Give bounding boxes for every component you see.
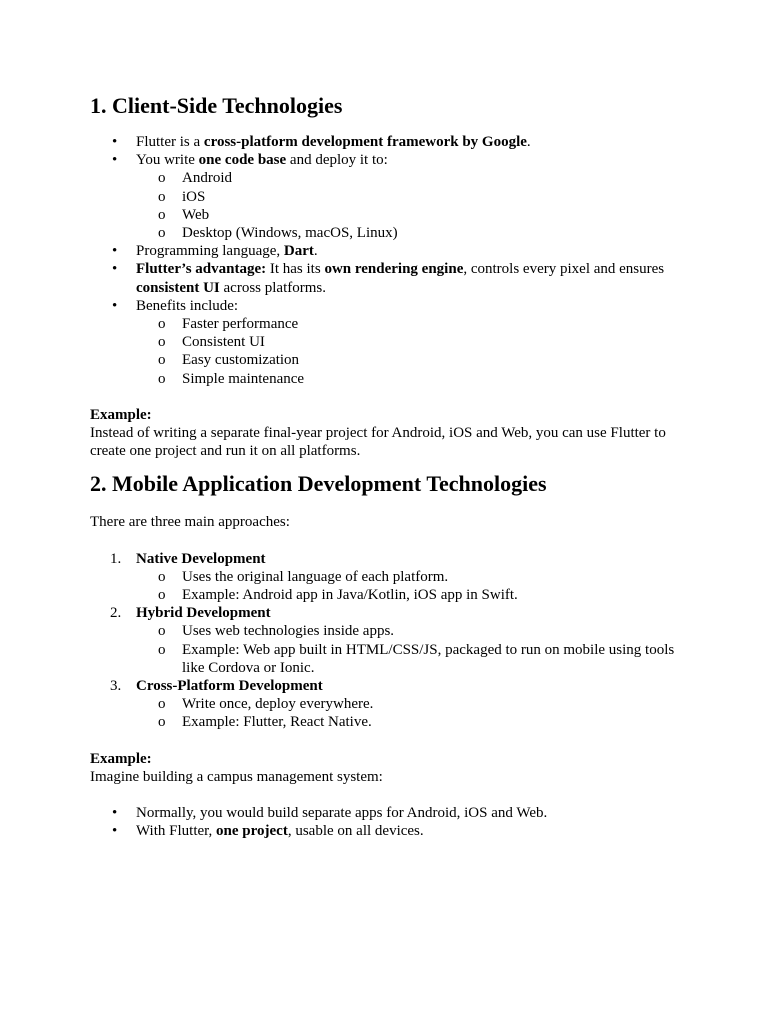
list-item: 2. Hybrid Development o Uses web technologies inside apps. o Example: Web app built in HTML/CSS/JS, packaged to run on mobile using tools like Cordova or Ionic.: [90, 604, 690, 677]
approaches-list: [90, 550, 690, 732]
platform-sublist: [136, 169, 690, 242]
bullet-marker: •: [112, 134, 118, 150]
bullet-marker: •: [112, 823, 118, 840]
section-1-heading: 1. Client-Side Technologies: [90, 93, 343, 118]
sub-marker: o: [158, 714, 166, 731]
list-item: • You write one code base and deploy it to: o Android o iOS o Web o Desktop (Windows, macOS, Linux): [90, 151, 690, 242]
sub-list-item: o Web: [158, 206, 210, 223]
sub-list-item: o Uses the original language of each platform.: [158, 568, 449, 585]
sub-marker: o: [158, 188, 166, 205]
sub-list-item: o Faster performance: [158, 316, 299, 333]
sub-marker: o: [158, 316, 166, 333]
example-label: Example:: [90, 750, 152, 767]
sub-marker: o: [158, 370, 166, 387]
list-item: 3. Cross-Platform Development o Write once, deploy everywhere. o Example: Flutter, React Native.: [90, 677, 690, 732]
bullet-marker: •: [112, 152, 118, 169]
sub-marker: o: [158, 225, 166, 242]
sub-list-item: o Android: [158, 170, 232, 187]
bullet-marker: •: [112, 297, 118, 314]
list-item: • With Flutter, one project, usable on all devices.: [112, 823, 424, 840]
sub-list-item: o Example: Flutter, React Native.: [158, 714, 372, 731]
example-text: Imagine building a campus management system:: [90, 768, 383, 785]
bullet-marker: •: [112, 261, 118, 278]
sub-marker: o: [158, 587, 166, 604]
benefits-sublist: [136, 315, 690, 388]
list-item: • Normally, you would build separate apps for Android, iOS and Web.: [112, 805, 548, 822]
sub-list-item: o Consistent UI: [158, 334, 265, 351]
example-label: Example:: [90, 406, 152, 423]
sub-list-item: o Uses web technologies inside apps.: [158, 623, 395, 640]
sub-marker: o: [158, 568, 166, 585]
number-marker: 1.: [110, 550, 122, 567]
sub-list-item: o Example: Android app in Java/Kotlin, iOS app in Swift.: [158, 587, 518, 604]
sub-list-item: o Desktop (Windows, macOS, Linux): [158, 225, 398, 242]
sub-marker: o: [158, 170, 166, 187]
list-item: • Flutter’s advantage: It has its own rendering engine, controls every pixel and ensures consistent UI across platforms.: [112, 261, 665, 296]
section-2-bullet-list: [90, 804, 690, 840]
number-marker: 2.: [110, 605, 122, 622]
approach-sublist: [136, 695, 690, 731]
bullet-marker: •: [112, 243, 118, 260]
list-item: • Benefits include: o Faster performance o Consistent UI o Easy customization o Simple maintenance: [90, 297, 690, 388]
list-item: • Flutter is a cross-platform development framework by Google.: [112, 134, 531, 150]
sub-marker: o: [158, 623, 166, 640]
sub-marker: o: [158, 206, 166, 223]
approach-sublist: [136, 568, 690, 604]
section-1-bullet-list: [90, 133, 690, 388]
bullet-marker: •: [112, 805, 118, 822]
section-2-heading: 2. Mobile Application Development Technologies: [90, 471, 547, 497]
sub-list-item: o Write once, deploy everywhere.: [158, 696, 374, 713]
sub-marker: o: [158, 696, 166, 713]
example-text: Instead of writing a separate final-year project for Android, iOS and Web, you can use Flutter to create one project and run it on all platforms.: [90, 425, 666, 460]
approach-sublist: [136, 622, 690, 677]
sub-marker: o: [158, 641, 166, 658]
sub-marker: o: [158, 352, 166, 369]
sub-list-item: o Easy customization: [158, 352, 300, 369]
list-item: • Programming language, Dart.: [112, 243, 318, 260]
list-item: 1. Native Development o Uses the original language of each platform. o Example: Android app in Java/Kotlin, iOS app in Swift.: [90, 550, 690, 605]
sub-list-item: o Example: Web app built in HTML/CSS/JS, packaged to run on mobile using tools like Cordova or Ionic.: [158, 641, 675, 676]
number-marker: 3.: [110, 678, 122, 695]
sub-list-item: o iOS: [158, 188, 206, 205]
sub-marker: o: [158, 334, 166, 351]
document-content: [90, 92, 690, 841]
sub-list-item: o Simple maintenance: [158, 370, 305, 387]
intro-text: There are three main approaches:: [90, 514, 290, 531]
